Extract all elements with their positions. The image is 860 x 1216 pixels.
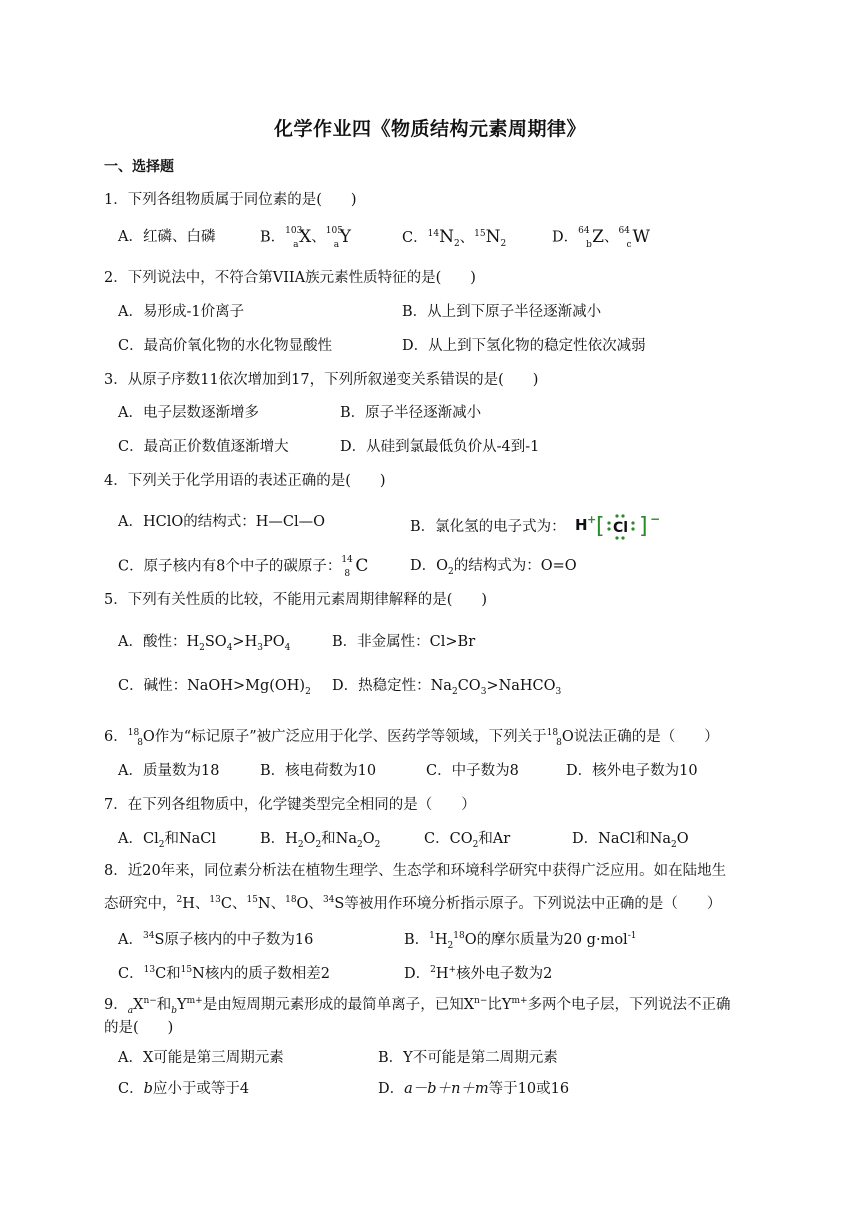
q2-option-b: B．从上到下原子半径逐渐减小 bbox=[402, 304, 602, 320]
q3-option-b: B．原子半径逐渐减小 bbox=[340, 405, 482, 421]
q4-option-d: D．$O_2$的结构式为：O=O bbox=[410, 558, 577, 577]
q2-option-d: D．从上到下氢化物的稳定性依次减弱 bbox=[402, 338, 646, 354]
q1-option-b: B． 103 a X、 105 a Y bbox=[260, 226, 351, 250]
lewis-dot bbox=[622, 536, 625, 539]
q3-stem: 3．从原子序数11依次增加到17，下列所叙递变关系错误的是( ) bbox=[104, 372, 539, 388]
q1-stem: 1．下列各组物质属于同位素的是( ) bbox=[104, 192, 357, 208]
q1-b-prefix: B． bbox=[260, 229, 286, 246]
q4-c-nuclide: 14 8 C bbox=[341, 555, 369, 579]
q1-option-a: A．红磷、白磷 bbox=[118, 229, 216, 245]
q8-option-d: D．$^2$H+核外电子数为2 bbox=[404, 965, 553, 982]
q5-option-c: C．碱性：$NaOH>Mg(OH)_2$ bbox=[118, 678, 311, 697]
q5-stem: 5．下列有关性质的比较，不能用元素周期律解释的是( ) bbox=[104, 592, 488, 608]
q8-option-a: A．$^{34}$S原子核内的中子数为16 bbox=[118, 931, 314, 948]
lewis-dot bbox=[622, 514, 625, 517]
q1-option-d: D． 64 b Z、 64 c W bbox=[552, 226, 650, 250]
q7-stem: 7．在下列各组物质中，化学键类型完全相同的是（ ） bbox=[104, 797, 476, 813]
q7-option-b: B．$H_2O_2$和$Na_2O_2$ bbox=[260, 831, 381, 850]
lewis-h: H bbox=[575, 516, 588, 534]
q2-option-c: C．最高价氧化物的水化物显酸性 bbox=[118, 338, 333, 354]
section-heading: 一、选择题 bbox=[104, 159, 174, 175]
lewis-h-charge: + bbox=[587, 513, 597, 526]
q5-option-b: B．非金属性：Cl>Br bbox=[332, 634, 476, 650]
q3-option-c: C．最高正价数值逐渐增大 bbox=[118, 439, 289, 455]
q8-option-c: C．$^{13}$C和$^{15}$N核内的质子数相差2 bbox=[118, 965, 331, 982]
q9-option-a: A．X可能是第三周期元素 bbox=[118, 1050, 284, 1066]
page-title: 化学作业四《物质结构元素周期律》 bbox=[273, 118, 586, 140]
q8-stem-line1: 8．近20年来，同位素分析法在植物生理学、生态学和环境科学研究中获得广泛应用。如在陆地生 bbox=[104, 863, 727, 879]
q6-option-a: A．质量数为18 bbox=[118, 763, 220, 779]
lewis-dot bbox=[616, 514, 619, 517]
lewis-dot bbox=[608, 521, 611, 524]
q8-option-b: B．$^1H_2^{18}O$的摩尔质量为20 g·mol$^{-1}$ bbox=[404, 931, 637, 951]
q7-option-d: D．NaCl和$Na_2O$ bbox=[572, 831, 689, 850]
q1-d-nuclide-w: 64 c W bbox=[618, 226, 650, 250]
lewis-cl: Cl bbox=[613, 520, 629, 536]
q7-option-a: A．$Cl_2$和NaCl bbox=[118, 831, 217, 850]
lewis-dot bbox=[608, 527, 611, 530]
q6-option-d: D．核外电子数为10 bbox=[566, 763, 698, 779]
q9-option-b: B．Y不可能是第二周期元素 bbox=[378, 1050, 558, 1066]
q9-stem-line1: 9．$_aX^{n-}$和$_bY^{m+}$是由短周期元素形成的最简单离子，已知$X^{n-}$比$Y^{m+}$多两个电子层，下列说法不正确 bbox=[104, 996, 731, 1016]
hcl-electron-formula bbox=[574, 512, 666, 542]
q1-d-nuclide-z: 64 b Z bbox=[578, 226, 604, 250]
lewis-dot bbox=[632, 527, 635, 530]
q6-option-c: C．中子数为8 bbox=[426, 763, 519, 779]
q1-option-c: C．$^{14}N_2$、$^{15}N_2$ bbox=[402, 227, 507, 249]
q9-option-c: C．b应小于或等于4 bbox=[118, 1081, 250, 1097]
q2-stem: 2．下列说法中，不符合第VIIA族元素性质特征的是( ) bbox=[104, 270, 476, 286]
q4-option-b: B．氯化氢的电子式为： H + [ Cl ] − bbox=[410, 512, 666, 542]
q3-option-d: D．从硅到氯最低负价从-4到-1 bbox=[340, 439, 540, 455]
q7-option-c: C．$CO_2$和Ar bbox=[424, 831, 511, 850]
q5-option-a: A．酸性：$H_2SO_4>H_3PO_4$ bbox=[118, 634, 291, 653]
lewis-dot bbox=[616, 536, 619, 539]
q1-b-nuclide-x: 103 a X bbox=[285, 226, 312, 250]
q4-option-c: C．原子核内有8个中子的碳原子： 14 8 C bbox=[118, 555, 369, 579]
q8-stem-line2: 态研究中，$^2$H、$^{13}$C、$^{15}$N、$^{18}$O、$^{34}$S等被用作环境分析指示原子。下列说法中正确的是（ ） bbox=[104, 895, 722, 912]
lewis-right-bracket: ] bbox=[639, 514, 648, 539]
lewis-cl-charge: − bbox=[650, 512, 661, 526]
q9-option-d: D．a－b＋n＋m等于10或16 bbox=[378, 1081, 570, 1097]
lewis-dot bbox=[632, 521, 635, 524]
q3-option-a: A．电子层数逐渐增多 bbox=[118, 405, 259, 421]
q9-stem-line2: 的是( ) bbox=[104, 1020, 174, 1036]
q5-option-d: D．热稳定性：$Na_2CO_3>NaHCO_3$ bbox=[332, 678, 562, 697]
q2-option-a: A．易形成-1价离子 bbox=[118, 304, 245, 320]
q6-stem: 6．$^{18}_8$O作为“标记原子”被广泛应用于化学、医药学等领域，下列关于$^{18}_8$O说法正确的是（ ） bbox=[104, 728, 719, 748]
q4-option-a: A．HClO的结构式：H—Cl—O bbox=[118, 514, 325, 530]
q4-stem: 4．下列关于化学用语的表述正确的是( ) bbox=[104, 473, 386, 489]
q1-b-nuclide-y: 105 a Y bbox=[325, 226, 351, 250]
q6-option-b: B．核电荷数为10 bbox=[260, 763, 377, 779]
lewis-left-bracket: [ bbox=[596, 514, 605, 539]
